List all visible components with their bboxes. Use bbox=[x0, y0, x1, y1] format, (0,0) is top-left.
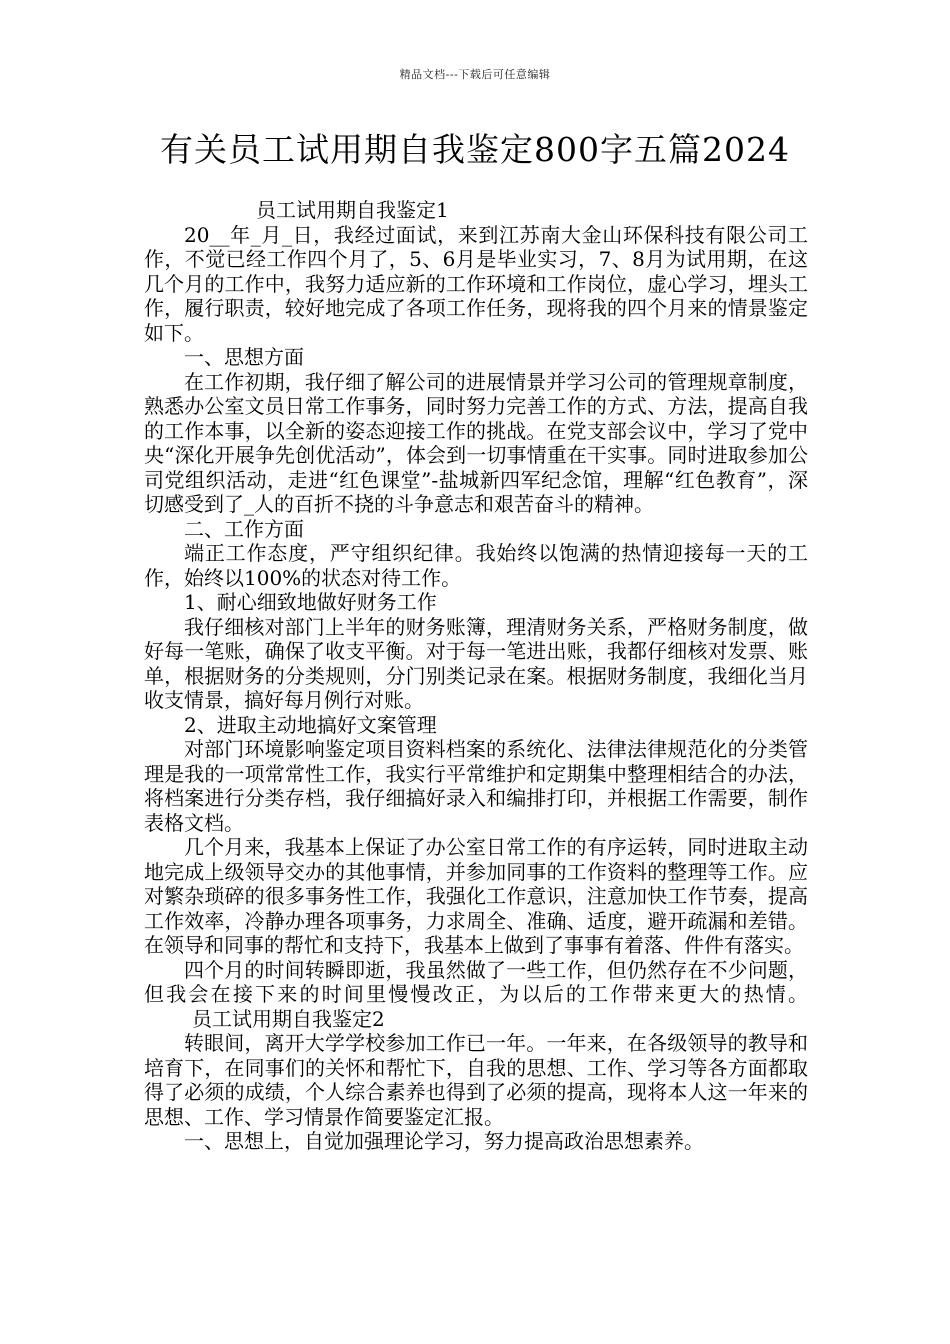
document-body bbox=[144, 198, 808, 1154]
closing-text: 四个月的时间转瞬即逝，我虽然做了一些工作，但仍然存在不少问题，但我会在接下来的时间里慢慢改正，为以后的工作带来更大的热情。 bbox=[144, 957, 808, 1006]
document-title: 有关员工试用期自我鉴定800字五篇2024 bbox=[160, 130, 790, 169]
page-header-note: 精品文档---下载后可任意编辑 bbox=[399, 68, 551, 81]
section1-heading: 员工试用期自我鉴定1 bbox=[256, 198, 449, 222]
docs-heading: 2、进取主动地搞好文案管理 bbox=[184, 712, 437, 737]
work-paragraph: 端正工作态度，严守组织纪律。我始终以饱满的热情迎接每一天的工作，始终以100%的状态对待工作。 bbox=[144, 541, 808, 590]
closing-paragraph bbox=[144, 958, 808, 1032]
thought-heading: 一、思想方面 bbox=[184, 345, 304, 369]
finance-paragraph: 我仔细核对部门上半年的财务账簿，理清财务关系，严格财务制度，做好每一笔账，确保了收支平衡。对于每一笔进出账，我都仔细核对发票、账单，根据财务的分类规则，分门别类记录在案。根据财务制度，我细化当月收支情景，搞好每月例行对账。 bbox=[144, 614, 808, 712]
docs-paragraph: 对部门环境影响鉴定项目资料档案的系统化、法律法律规范化的分类管理是我的一项常常性工作，我实行平常维护和定期集中整理相结合的办法，将档案进行分类存档，我仔细搞好录入和编排打印，并根据工作需要，制作表格文档。 bbox=[144, 737, 808, 835]
section1-intro-paragraph: 20__年_月_日，我经过面试，来到江苏南大金山环保科技有限公司工作，不觉已经工作四个月了，5、6月是毕业实习，7、8月为试用期，在这几个月的工作中，我努力适应新的工作环境和工作岗位，虚心学习，埋头工作，履行职责，较好地完成了各项工作任务，现将我的四个月来的情景鉴定如下。 bbox=[144, 222, 808, 345]
section2-heading: 员工试用期自我鉴定2 bbox=[192, 1006, 385, 1031]
finance-heading: 1、耐心细致地做好财务工作 bbox=[184, 590, 437, 614]
work-heading: 二、工作方面 bbox=[184, 516, 304, 541]
section2-intro-paragraph: 转眼间，离开大学学校参加工作已一年。一年来，在各级领导的教导和培育下，在同事们的关怀和帮忙下，自我的思想、工作、学习等各方面都取得了必须的成绩，个人综合素养也得到了必须的提高，现将本人这一年来的思想、工作、学习情景作简要鉴定汇报。 bbox=[144, 1031, 808, 1129]
section2-thought-heading: 一、思想上，自觉加强理论学习，努力提高政治思想素养。 bbox=[184, 1129, 704, 1153]
thought-paragraph: 在工作初期，我仔细了解公司的进展情景并学习公司的管理规章制度，熟悉办公室文员日常工作事务，同时努力完善工作的方式、方法，提高自我的工作本事，以全新的姿态迎接工作的挑战。在党支部会议中，学习了党中央“深化开展争先创优活动”，体会到一切事情重在干实事。同时进取参加公司党组织活动，走进“红色课堂”-盐城新四军纪念馆，理解“红色教育”，深切感受到了_人的百折不挠的斗争意志和艰苦奋斗的精神。 bbox=[144, 369, 808, 516]
months-summary-paragraph: 几个月来，我基本上保证了办公室日常工作的有序运转，同时进取主动地完成上级领导交办的其他事情，并参加同事的工作资料的整理等工作。应对繁杂琐碎的很多事务性工作，我强化工作意识，注意加快工作节奏，提高工作效率，冷静办理各项事务，力求周全、准确、适度，避开疏漏和差错。在领导和同事的帮忙和支持下，我基本上做到了事事有着落、件件有落实。 bbox=[144, 835, 808, 957]
